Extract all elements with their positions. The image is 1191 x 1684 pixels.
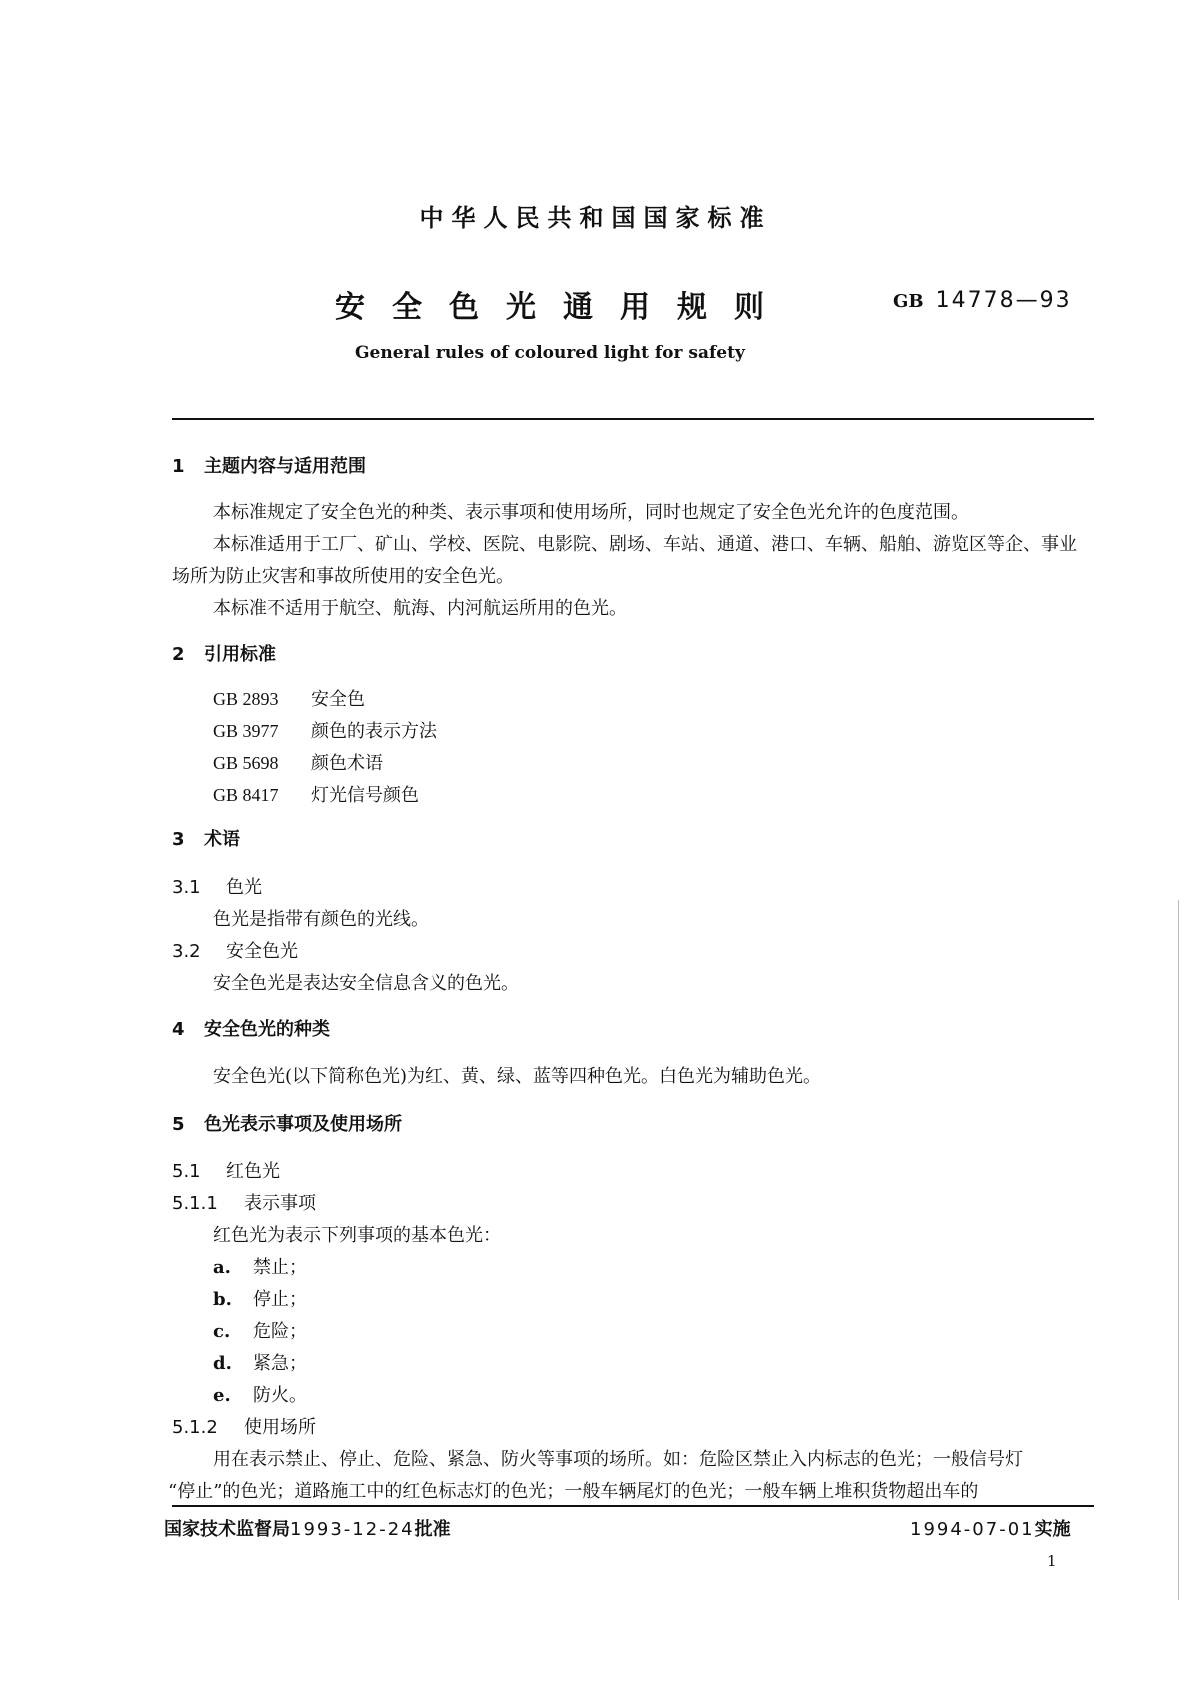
national-standard-header: 中华人民共和国国家标准 bbox=[419, 204, 772, 232]
paragraph: 安全色光是表达安全信息含义的色光。 bbox=[213, 973, 519, 994]
subsection-title: 红色光 bbox=[226, 1161, 280, 1182]
list-item bbox=[213, 1253, 307, 1279]
implementation-line bbox=[910, 1515, 1071, 1541]
paragraph: 色光是指带有颜色的光线。 bbox=[213, 909, 429, 930]
section-number: 3 bbox=[172, 829, 185, 850]
approving-authority: 国家技术监督局 bbox=[164, 1519, 290, 1540]
list-letter: a. bbox=[213, 1257, 231, 1278]
implementation-label: 实施 bbox=[1034, 1519, 1071, 1540]
reference-item bbox=[213, 717, 437, 743]
section-title: 主题内容与适用范围 bbox=[204, 456, 366, 477]
section-number: 4 bbox=[172, 1019, 185, 1040]
list-letter: d. bbox=[213, 1353, 232, 1374]
header-divider bbox=[172, 418, 1094, 420]
standard-code: 14778—93 bbox=[935, 288, 1072, 313]
list-letter: e. bbox=[213, 1385, 231, 1406]
subsection-3-1 bbox=[172, 873, 262, 899]
subsection-5-1-1 bbox=[172, 1189, 316, 1215]
list-text: 禁止； bbox=[253, 1257, 307, 1278]
document-title: 安全色光通用规则 bbox=[335, 290, 791, 325]
subsection-3-2 bbox=[172, 937, 298, 963]
subsection-number: 5.1.2 bbox=[172, 1417, 218, 1438]
section-1-heading bbox=[172, 452, 366, 478]
list-text: 防火。 bbox=[253, 1385, 307, 1406]
reference-code: GB 8417 bbox=[213, 785, 279, 805]
list-item bbox=[213, 1285, 307, 1311]
section-5-heading bbox=[172, 1110, 402, 1136]
english-title: General rules of coloured light for safety bbox=[355, 343, 745, 363]
section-title: 术语 bbox=[204, 829, 240, 850]
page-number: 1 bbox=[1047, 1552, 1057, 1570]
section-2-heading bbox=[172, 640, 276, 666]
paragraph: 用在表示禁止、停止、危险、紧急、防火等事项的场所。如：危险区禁止入内标志的色光；一般信号灯 bbox=[213, 1449, 1023, 1470]
reference-name: 颜色的表示方法 bbox=[311, 721, 437, 742]
subsection-5-1 bbox=[172, 1157, 280, 1183]
approval-date: 1993-12-24 bbox=[290, 1519, 415, 1540]
paragraph: 本标准适用于工厂、矿山、学校、医院、电影院、剧场、车站、通道、港口、车辆、船舶、游览区等企、事业 bbox=[213, 534, 1077, 555]
list-text: 紧急； bbox=[253, 1353, 307, 1374]
reference-code: GB 3977 bbox=[213, 721, 279, 741]
paragraph-continuation: 场所为防止灾害和事故所使用的安全色光。 bbox=[172, 566, 514, 587]
reference-item bbox=[213, 781, 419, 807]
section-title: 安全色光的种类 bbox=[204, 1019, 330, 1040]
footer-divider bbox=[172, 1505, 1094, 1507]
reference-name: 颜色术语 bbox=[311, 753, 383, 774]
subsection-number: 5.1.1 bbox=[172, 1193, 218, 1214]
section-title: 色光表示事项及使用场所 bbox=[204, 1114, 402, 1135]
section-number: 1 bbox=[172, 456, 185, 477]
approval-label: 批准 bbox=[414, 1519, 451, 1540]
subsection-title: 使用场所 bbox=[244, 1417, 316, 1438]
list-text: 停止； bbox=[253, 1289, 307, 1310]
list-letter: c. bbox=[213, 1321, 231, 1342]
paragraph: 安全色光(以下简称色光)为红、黄、绿、蓝等四种色光。白色光为辅助色光。 bbox=[213, 1066, 822, 1087]
list-item bbox=[213, 1381, 307, 1407]
paragraph: 本标准不适用于航空、航海、内河航运所用的色光。 bbox=[213, 598, 627, 619]
subsection-5-1-2 bbox=[172, 1413, 316, 1439]
list-letter: b. bbox=[213, 1289, 232, 1310]
paragraph: 红色光为表示下列事项的基本色光： bbox=[213, 1225, 501, 1246]
section-title: 引用标准 bbox=[204, 644, 276, 665]
paragraph: 本标准规定了安全色光的种类、表示事项和使用场所，同时也规定了安全色光允许的色度范围。 bbox=[213, 502, 969, 523]
standard-number bbox=[893, 288, 1072, 313]
reference-item bbox=[213, 749, 383, 775]
subsection-number: 3.2 bbox=[172, 941, 201, 962]
section-4-heading bbox=[172, 1015, 330, 1041]
section-number: 2 bbox=[172, 644, 185, 665]
reference-code: GB 5698 bbox=[213, 753, 279, 773]
subsection-title: 色光 bbox=[226, 877, 262, 898]
section-number: 5 bbox=[172, 1114, 185, 1135]
implementation-date: 1994-07-01 bbox=[910, 1519, 1035, 1540]
list-item bbox=[213, 1349, 307, 1375]
reference-name: 安全色 bbox=[311, 689, 365, 710]
subsection-title: 安全色光 bbox=[226, 941, 298, 962]
reference-name: 灯光信号颜色 bbox=[311, 785, 419, 806]
scan-edge-line bbox=[1178, 900, 1179, 1600]
subsection-number: 5.1 bbox=[172, 1161, 201, 1182]
standard-prefix: GB bbox=[893, 291, 924, 312]
subsection-number: 3.1 bbox=[172, 877, 201, 898]
reference-code: GB 2893 bbox=[213, 689, 279, 709]
list-text: 危险； bbox=[253, 1321, 307, 1342]
approval-line bbox=[164, 1515, 451, 1541]
reference-item bbox=[213, 685, 365, 711]
list-item bbox=[213, 1317, 307, 1343]
section-3-heading bbox=[172, 825, 240, 851]
subsection-title: 表示事项 bbox=[244, 1193, 316, 1214]
paragraph-continuation: “停止”的色光；道路施工中的红色标志灯的色光；一般车辆尾灯的色光；一般车辆上堆积货物超出车的 bbox=[168, 1481, 979, 1502]
